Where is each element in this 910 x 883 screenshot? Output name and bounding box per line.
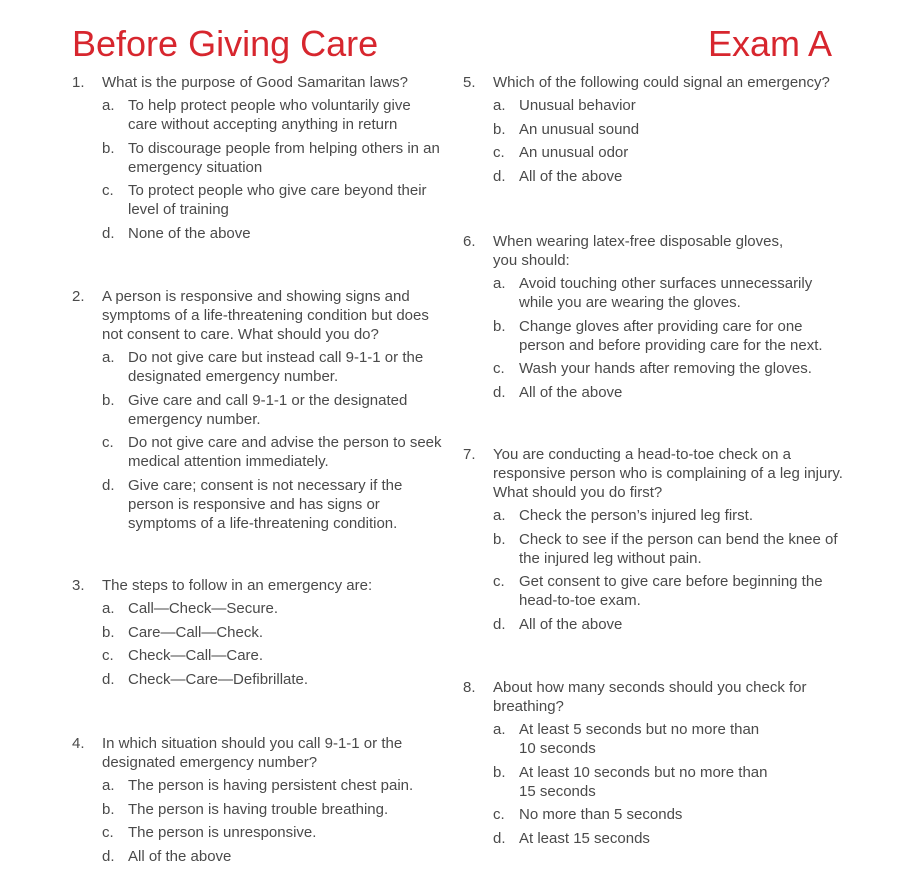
option-text: All of the above xyxy=(519,383,623,401)
option-item xyxy=(102,599,452,618)
option-text: No more than 5 seconds xyxy=(519,806,683,823)
question-3 xyxy=(72,576,452,693)
question-text: About how many seconds should you check for breathing? xyxy=(493,679,807,715)
option-item xyxy=(102,670,452,689)
option-letter: a. xyxy=(102,777,115,794)
question-number: 4. xyxy=(72,735,85,752)
option-text: At least 10 seconds but no more than 15 seconds xyxy=(519,763,768,800)
question-text: A person is responsive and showing signs and symptoms of a life-threatening condition but does not consent to care. What should you do? xyxy=(102,288,429,343)
option-item xyxy=(493,383,833,402)
option-item xyxy=(493,763,773,801)
option-letter: d. xyxy=(102,670,115,688)
option-item xyxy=(102,96,444,134)
option-item xyxy=(102,623,452,642)
question-number: 7. xyxy=(463,446,476,463)
option-item xyxy=(493,143,853,162)
option-letter: b. xyxy=(102,391,115,409)
option-letter: d. xyxy=(102,847,115,865)
option-letter: a. xyxy=(493,507,506,524)
question-text: When wearing latex-free disposable gloves, you should: xyxy=(493,233,784,269)
option-letter: a. xyxy=(493,97,506,114)
option-item xyxy=(493,805,773,824)
option-text: Unusual behavior xyxy=(519,97,636,114)
option-letter: b. xyxy=(102,623,115,641)
option-text: To protect people who give care beyond their level of training xyxy=(128,182,427,218)
option-letter: a. xyxy=(102,97,115,114)
option-text: The person is having trouble breathing. xyxy=(128,800,389,818)
option-text: Avoid touching other surfaces unnecessarily while you are wearing the gloves. xyxy=(519,275,813,311)
option-letter: a. xyxy=(493,721,506,738)
question-7 xyxy=(463,445,843,638)
option-text: All of the above xyxy=(519,615,623,633)
option-text: Do not give care and advise the person to seek medical attention immediately. xyxy=(128,434,442,470)
option-text: Care—Call—Check. xyxy=(128,623,264,641)
option-text: Check the person’s injured leg first. xyxy=(519,507,754,524)
option-letter: a. xyxy=(102,600,115,617)
option-item xyxy=(102,348,452,386)
question-text: You are conducting a head-to-toe check on a responsive person who is complaining of a leg injury. What should you do first? xyxy=(493,446,843,501)
question-text: The steps to follow in an emergency are: xyxy=(102,577,373,594)
option-letter: c. xyxy=(493,573,505,590)
option-item xyxy=(493,530,843,568)
option-letter: b. xyxy=(493,317,506,335)
question-number: 1. xyxy=(72,74,85,91)
question-4 xyxy=(72,734,452,870)
option-item xyxy=(493,274,833,312)
option-letter: d. xyxy=(102,224,115,242)
option-letter: b. xyxy=(493,763,506,781)
option-text: Wash your hands after removing the gloves. xyxy=(519,360,812,377)
option-letter: c. xyxy=(493,360,505,377)
option-letter: d. xyxy=(493,167,506,185)
question-number: 8. xyxy=(463,679,476,696)
question-text: Which of the following could signal an emergency? xyxy=(493,74,830,91)
option-item xyxy=(493,120,853,139)
option-item xyxy=(102,823,452,842)
option-text: To help protect people who voluntarily give care without accepting anything in return xyxy=(128,97,411,133)
question-1 xyxy=(72,73,444,247)
option-text: Change gloves after providing care for one person and before providing care for the next. xyxy=(519,317,823,354)
option-text: An unusual odor xyxy=(519,144,629,161)
option-item xyxy=(493,615,843,634)
option-item xyxy=(493,829,773,848)
option-item xyxy=(493,359,833,378)
question-2 xyxy=(72,287,452,537)
option-text: Do not give care but instead call 9-1-1 or the designated emergency number. xyxy=(128,349,424,385)
option-letter: a. xyxy=(493,275,506,292)
option-letter: b. xyxy=(102,800,115,818)
option-text: All of the above xyxy=(519,167,623,185)
option-text: Check to see if the person can bend the knee of the injured leg without pain. xyxy=(519,530,838,567)
option-text: Check—Call—Care. xyxy=(128,647,264,664)
question-text: In which situation should you call 9-1-1 or the designated emergency number? xyxy=(102,735,403,771)
question-5 xyxy=(463,73,853,190)
option-item xyxy=(493,720,773,758)
option-text: Get consent to give care before beginning the head-to-toe exam. xyxy=(519,573,823,609)
option-item xyxy=(493,506,843,525)
option-letter: b. xyxy=(102,139,115,157)
option-text: The person is unresponsive. xyxy=(128,824,317,841)
option-text: None of the above xyxy=(128,224,251,242)
option-text: Give care and call 9-1-1 or the designated emergency number. xyxy=(128,391,408,428)
option-text: Call—Check—Secure. xyxy=(128,600,279,617)
question-number: 2. xyxy=(72,288,85,305)
option-text: At least 5 seconds but no more than 10 seconds xyxy=(519,721,760,757)
option-letter: c. xyxy=(102,647,114,664)
page-title: Before Giving Care xyxy=(72,23,379,64)
option-letter: c. xyxy=(102,434,114,451)
option-item xyxy=(102,224,444,243)
option-item xyxy=(102,800,452,819)
option-item xyxy=(102,646,452,665)
option-item xyxy=(493,317,833,355)
option-item xyxy=(102,391,452,429)
exam-label: Exam A xyxy=(707,23,832,64)
option-text: Give care; consent is not necessary if the person is responsive and has signs or symptoms of a life-threatening condition. xyxy=(128,476,403,532)
option-item xyxy=(493,167,853,186)
question-number: 3. xyxy=(72,577,85,594)
question-number: 6. xyxy=(463,233,476,250)
option-letter: c. xyxy=(102,824,114,841)
option-letter: c. xyxy=(102,182,114,199)
option-item xyxy=(102,181,444,219)
option-text: All of the above xyxy=(128,847,232,865)
option-item xyxy=(102,139,444,177)
option-text: An unusual sound xyxy=(519,120,640,138)
option-letter: a. xyxy=(102,349,115,366)
option-item xyxy=(493,96,853,115)
option-item xyxy=(102,847,452,866)
question-number: 5. xyxy=(463,74,476,91)
option-item xyxy=(102,433,452,471)
question-text: What is the purpose of Good Samaritan laws? xyxy=(102,74,408,91)
option-letter: d. xyxy=(493,615,506,633)
question-6 xyxy=(463,232,823,406)
option-letter: c. xyxy=(493,144,505,161)
option-letter: d. xyxy=(493,383,506,401)
option-item xyxy=(102,476,452,533)
option-letter: b. xyxy=(493,120,506,138)
option-letter: b. xyxy=(493,530,506,548)
option-item xyxy=(102,776,452,795)
option-letter: d. xyxy=(102,476,115,494)
option-text: To discourage people from helping others in an emergency situation xyxy=(128,139,440,176)
option-item xyxy=(493,572,843,610)
option-text: The person is having persistent chest pain. xyxy=(128,777,414,794)
option-text: At least 15 seconds xyxy=(519,829,650,847)
option-text: Check—Care—Defibrillate. xyxy=(128,670,309,688)
option-letter: d. xyxy=(493,829,506,847)
question-8 xyxy=(463,678,823,852)
option-letter: c. xyxy=(493,806,505,823)
